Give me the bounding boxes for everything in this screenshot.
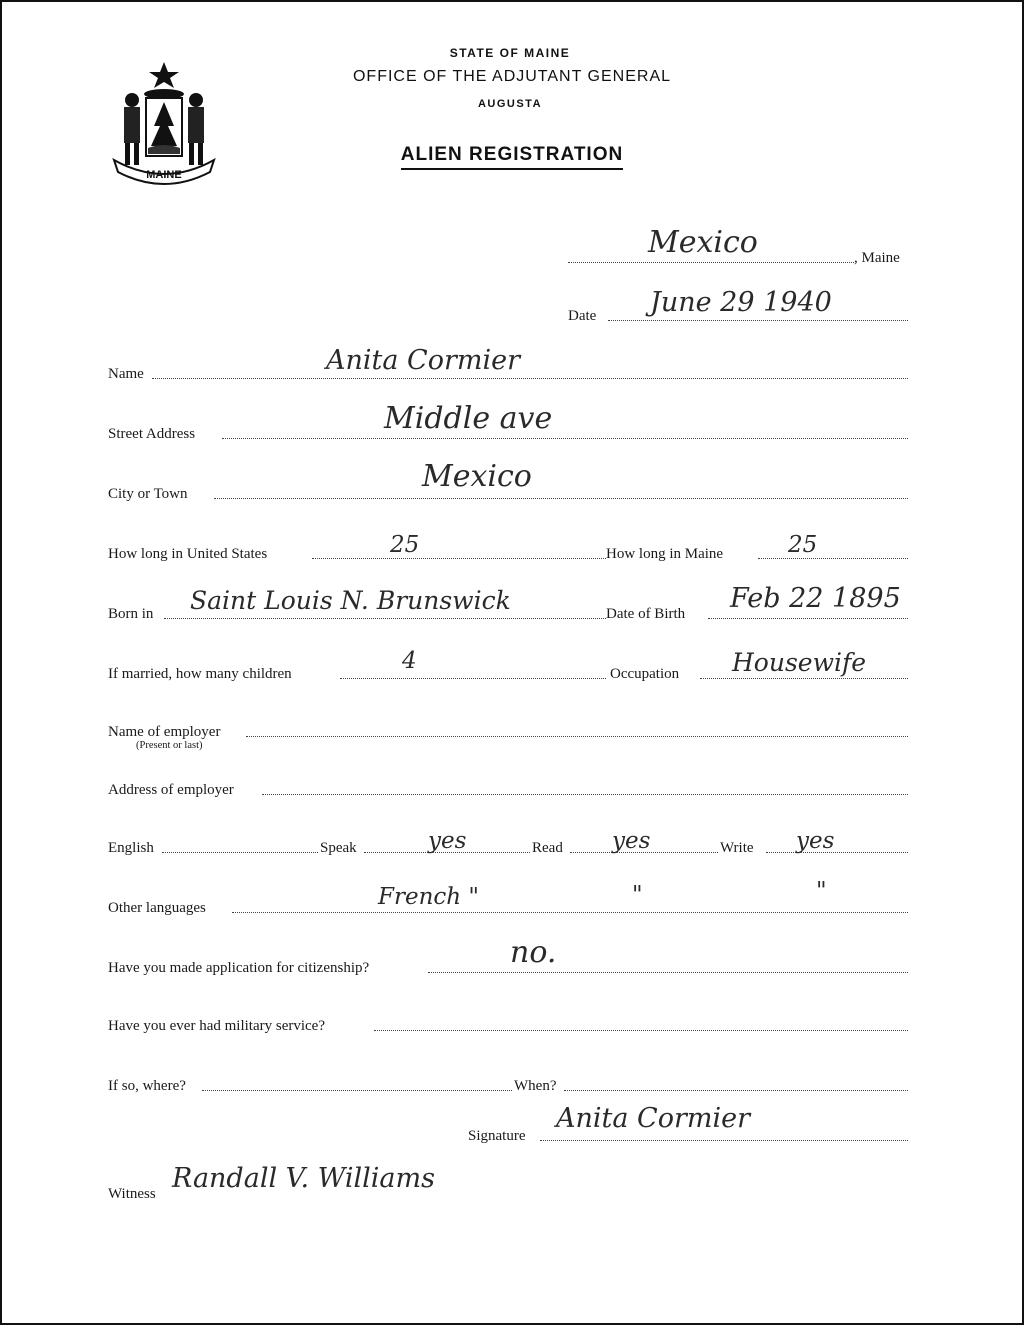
maine-label: , Maine	[854, 250, 900, 266]
citizenship-label: Have you made application for citizenship?	[108, 960, 370, 976]
date-of-birth-label: Date of Birth	[606, 606, 686, 622]
occupation-value: Housewife	[732, 648, 867, 677]
town-line	[568, 262, 854, 263]
street-address-label: Street Address	[108, 426, 196, 442]
header-city: AUGUSTA	[477, 98, 543, 110]
occupation-line	[700, 678, 908, 679]
date-of-birth-value: Feb 22 1895	[730, 583, 901, 614]
employer-name-line	[246, 736, 908, 737]
employer-name-label: Name of employer	[108, 724, 221, 740]
how-long-us-value: 25	[390, 532, 420, 558]
other-languages-value-1: French "	[378, 884, 479, 910]
header-office: OFFICE OF THE ADJUTANT GENERAL	[352, 68, 672, 85]
read-label: Read	[532, 840, 563, 856]
date-line	[608, 320, 908, 321]
street-address-value: Middle ave	[384, 401, 553, 436]
other-languages-value-2: "	[632, 882, 643, 908]
children-line	[340, 678, 606, 679]
speak-value: yes	[428, 828, 467, 854]
citizenship-line	[428, 972, 908, 973]
when-line	[564, 1090, 908, 1091]
occupation-label: Occupation	[610, 666, 680, 682]
other-languages-line	[232, 912, 908, 913]
name-line	[152, 378, 908, 379]
write-value: yes	[796, 828, 835, 854]
how-long-maine-value: 25	[788, 532, 818, 558]
employer-note: (Present or last)	[136, 740, 203, 751]
witness-value: Randall V. Williams	[172, 1163, 435, 1194]
military-label: Have you ever had military service?	[108, 1018, 325, 1034]
other-languages-value-3: "	[816, 878, 827, 904]
how-long-maine-line	[758, 558, 908, 559]
city-value: Mexico	[422, 459, 532, 494]
city-line	[214, 498, 908, 499]
where-label: If so, where?	[108, 1078, 186, 1094]
how-long-maine-label: How long in Maine	[606, 546, 724, 562]
citizenship-value: no.	[510, 935, 557, 970]
military-line	[374, 1030, 908, 1031]
form-title: ALIEN REGISTRATION	[401, 144, 623, 170]
name-value: Anita Cormier	[326, 345, 520, 376]
how-long-us-line	[312, 558, 606, 559]
born-in-line	[164, 618, 606, 619]
seal-motto: MAINE	[146, 169, 182, 181]
date-of-birth-line	[708, 618, 908, 619]
date-value: June 29 1940	[650, 287, 832, 318]
signature-label: Signature	[468, 1128, 526, 1144]
witness-label: Witness	[108, 1186, 156, 1202]
other-languages-label: Other languages	[108, 900, 206, 916]
how-long-us-label: How long in United States	[108, 546, 268, 562]
where-line	[202, 1090, 512, 1091]
when-label: When?	[514, 1078, 557, 1094]
employer-address-line	[262, 794, 908, 795]
born-in-value: Saint Louis N. Brunswick	[190, 586, 511, 615]
english-label: English	[108, 840, 154, 856]
write-label: Write	[720, 840, 754, 856]
english-line	[162, 852, 318, 853]
children-value: 4	[402, 648, 417, 674]
street-address-line	[222, 438, 908, 439]
header-state: STATE OF MAINE	[449, 46, 571, 60]
born-in-label: Born in	[108, 606, 154, 622]
employer-address-label: Address of employer	[108, 782, 234, 798]
speak-label: Speak	[320, 840, 357, 856]
signature-value: Anita Cormier	[556, 1103, 750, 1134]
children-label: If married, how many children	[108, 666, 292, 682]
city-label: City or Town	[108, 486, 188, 502]
write-line	[766, 852, 908, 853]
read-value: yes	[612, 828, 651, 854]
date-label: Date	[568, 308, 597, 324]
name-label: Name	[108, 366, 144, 382]
town-value: Mexico	[648, 225, 758, 260]
signature-line	[540, 1140, 908, 1141]
